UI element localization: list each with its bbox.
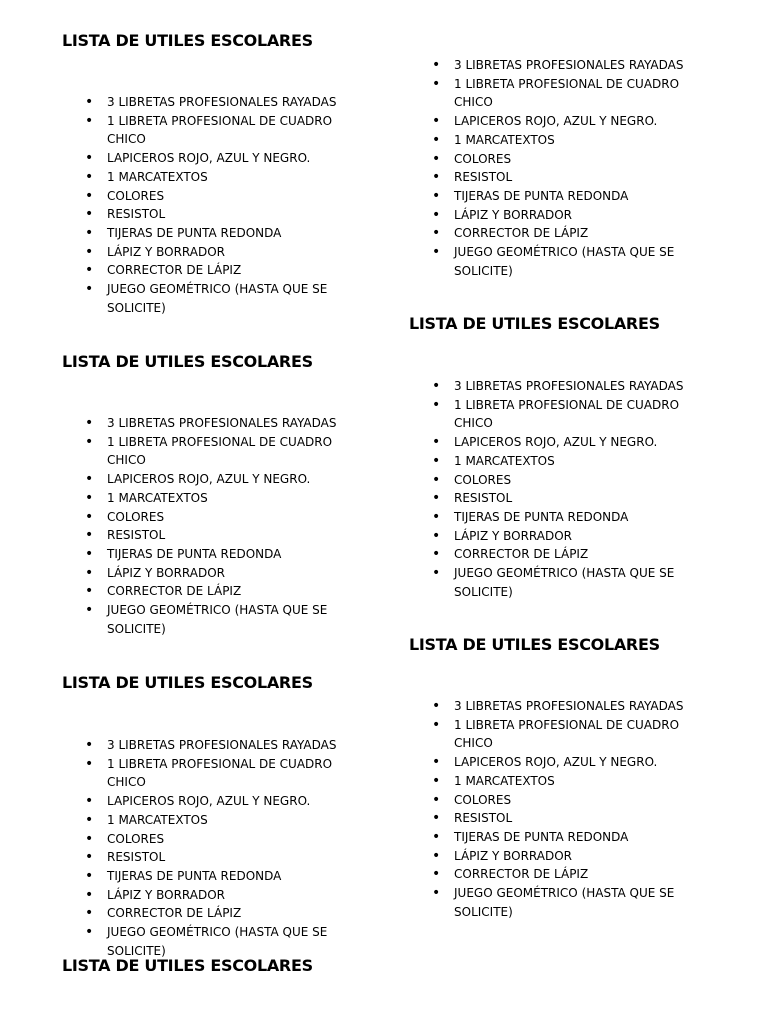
list-item: • 1 LIBRETA PROFESIONAL DE CUADRO CHICO bbox=[432, 716, 702, 753]
list-item: • JUEGO GEOMÉTRICO (HASTA QUE SE SOLICITE) bbox=[85, 923, 355, 960]
list-item: • 1 MARCATEXTOS bbox=[432, 772, 702, 791]
list-item: • 3 LIBRETAS PROFESIONALES RAYADAS bbox=[85, 414, 355, 433]
list-item: • RESISTOL bbox=[432, 489, 702, 508]
supplies-list-right-3 bbox=[432, 697, 702, 921]
list-item: • TIJERAS DE PUNTA REDONDA bbox=[85, 224, 355, 243]
supplies-list-right-2 bbox=[432, 377, 702, 601]
list-title-left-1: LISTA DE UTILES ESCOLARES bbox=[62, 31, 313, 50]
list-item: • COLORES bbox=[432, 471, 702, 490]
list-item: • COLORES bbox=[85, 508, 355, 527]
list-item: • LAPICEROS ROJO, AZUL Y NEGRO. bbox=[432, 753, 702, 772]
list-item: • LÁPIZ Y BORRADOR bbox=[432, 206, 702, 225]
supplies-list-left-1 bbox=[85, 93, 355, 317]
list-item: • COLORES bbox=[432, 150, 702, 169]
list-item: • 1 MARCATEXTOS bbox=[432, 452, 702, 471]
list-item: • CORRECTOR DE LÁPIZ bbox=[85, 261, 355, 280]
list-item: • JUEGO GEOMÉTRICO (HASTA QUE SE SOLICITE) bbox=[432, 564, 702, 601]
list-item: • CORRECTOR DE LÁPIZ bbox=[432, 865, 702, 884]
list-item: • JUEGO GEOMÉTRICO (HASTA QUE SE SOLICITE) bbox=[432, 243, 702, 280]
list-item: • RESISTOL bbox=[432, 809, 702, 828]
list-item: • TIJERAS DE PUNTA REDONDA bbox=[85, 867, 355, 886]
list-item: • LÁPIZ Y BORRADOR bbox=[432, 527, 702, 546]
list-item: • TIJERAS DE PUNTA REDONDA bbox=[85, 545, 355, 564]
list-item: • RESISTOL bbox=[85, 848, 355, 867]
list-item: • LÁPIZ Y BORRADOR bbox=[85, 243, 355, 262]
supplies-list-left-2 bbox=[85, 414, 355, 638]
list-item: • RESISTOL bbox=[85, 526, 355, 545]
list-item: • COLORES bbox=[432, 791, 702, 810]
list-item: • TIJERAS DE PUNTA REDONDA bbox=[432, 508, 702, 527]
list-item: • 1 LIBRETA PROFESIONAL DE CUADRO CHICO bbox=[432, 75, 702, 112]
list-item: • 1 MARCATEXTOS bbox=[432, 131, 702, 150]
list-item: • LÁPIZ Y BORRADOR bbox=[85, 886, 355, 905]
list-item: • LAPICEROS ROJO, AZUL Y NEGRO. bbox=[85, 470, 355, 489]
list-item: • LAPICEROS ROJO, AZUL Y NEGRO. bbox=[85, 792, 355, 811]
list-item: • 3 LIBRETAS PROFESIONALES RAYADAS bbox=[85, 736, 355, 755]
supplies-list-left-3 bbox=[85, 736, 355, 960]
list-title-right-3: LISTA DE UTILES ESCOLARES bbox=[409, 635, 660, 654]
list-title-left-4: LISTA DE UTILES ESCOLARES bbox=[62, 956, 313, 975]
list-item: • 3 LIBRETAS PROFESIONALES RAYADAS bbox=[432, 377, 702, 396]
list-item: • 1 MARCATEXTOS bbox=[85, 489, 355, 508]
list-item: • TIJERAS DE PUNTA REDONDA bbox=[432, 828, 702, 847]
list-item: • 3 LIBRETAS PROFESIONALES RAYADAS bbox=[85, 93, 355, 112]
list-item: • 3 LIBRETAS PROFESIONALES RAYADAS bbox=[432, 697, 702, 716]
list-item: • 1 MARCATEXTOS bbox=[85, 811, 355, 830]
list-item: • CORRECTOR DE LÁPIZ bbox=[432, 224, 702, 243]
list-item: • RESISTOL bbox=[85, 205, 355, 224]
list-item: • CORRECTOR DE LÁPIZ bbox=[85, 582, 355, 601]
list-item: • LÁPIZ Y BORRADOR bbox=[85, 564, 355, 583]
list-item: • CORRECTOR DE LÁPIZ bbox=[85, 904, 355, 923]
list-item: • LAPICEROS ROJO, AZUL Y NEGRO. bbox=[432, 112, 702, 131]
list-item: • JUEGO GEOMÉTRICO (HASTA QUE SE SOLICITE) bbox=[85, 280, 355, 317]
list-item: • JUEGO GEOMÉTRICO (HASTA QUE SE SOLICITE) bbox=[432, 884, 702, 921]
list-item: • 1 LIBRETA PROFESIONAL DE CUADRO CHICO bbox=[432, 396, 702, 433]
list-title-left-2: LISTA DE UTILES ESCOLARES bbox=[62, 352, 313, 371]
list-item: • 3 LIBRETAS PROFESIONALES RAYADAS bbox=[432, 56, 702, 75]
list-item: • 1 LIBRETA PROFESIONAL DE CUADRO CHICO bbox=[85, 433, 355, 470]
list-item: • LÁPIZ Y BORRADOR bbox=[432, 847, 702, 866]
list-item: • JUEGO GEOMÉTRICO (HASTA QUE SE SOLICITE) bbox=[85, 601, 355, 638]
list-item: • 1 MARCATEXTOS bbox=[85, 168, 355, 187]
list-item: • CORRECTOR DE LÁPIZ bbox=[432, 545, 702, 564]
list-item: • COLORES bbox=[85, 830, 355, 849]
list-title-left-3: LISTA DE UTILES ESCOLARES bbox=[62, 673, 313, 692]
list-item: • 1 LIBRETA PROFESIONAL DE CUADRO CHICO bbox=[85, 112, 355, 149]
list-item: • RESISTOL bbox=[432, 168, 702, 187]
list-item: • LAPICEROS ROJO, AZUL Y NEGRO. bbox=[432, 433, 702, 452]
list-item: • TIJERAS DE PUNTA REDONDA bbox=[432, 187, 702, 206]
list-item: • COLORES bbox=[85, 187, 355, 206]
list-item: • 1 LIBRETA PROFESIONAL DE CUADRO CHICO bbox=[85, 755, 355, 792]
list-title-right-2: LISTA DE UTILES ESCOLARES bbox=[409, 314, 660, 333]
supplies-list-right-1 bbox=[432, 56, 702, 280]
list-item: • LAPICEROS ROJO, AZUL Y NEGRO. bbox=[85, 149, 355, 168]
